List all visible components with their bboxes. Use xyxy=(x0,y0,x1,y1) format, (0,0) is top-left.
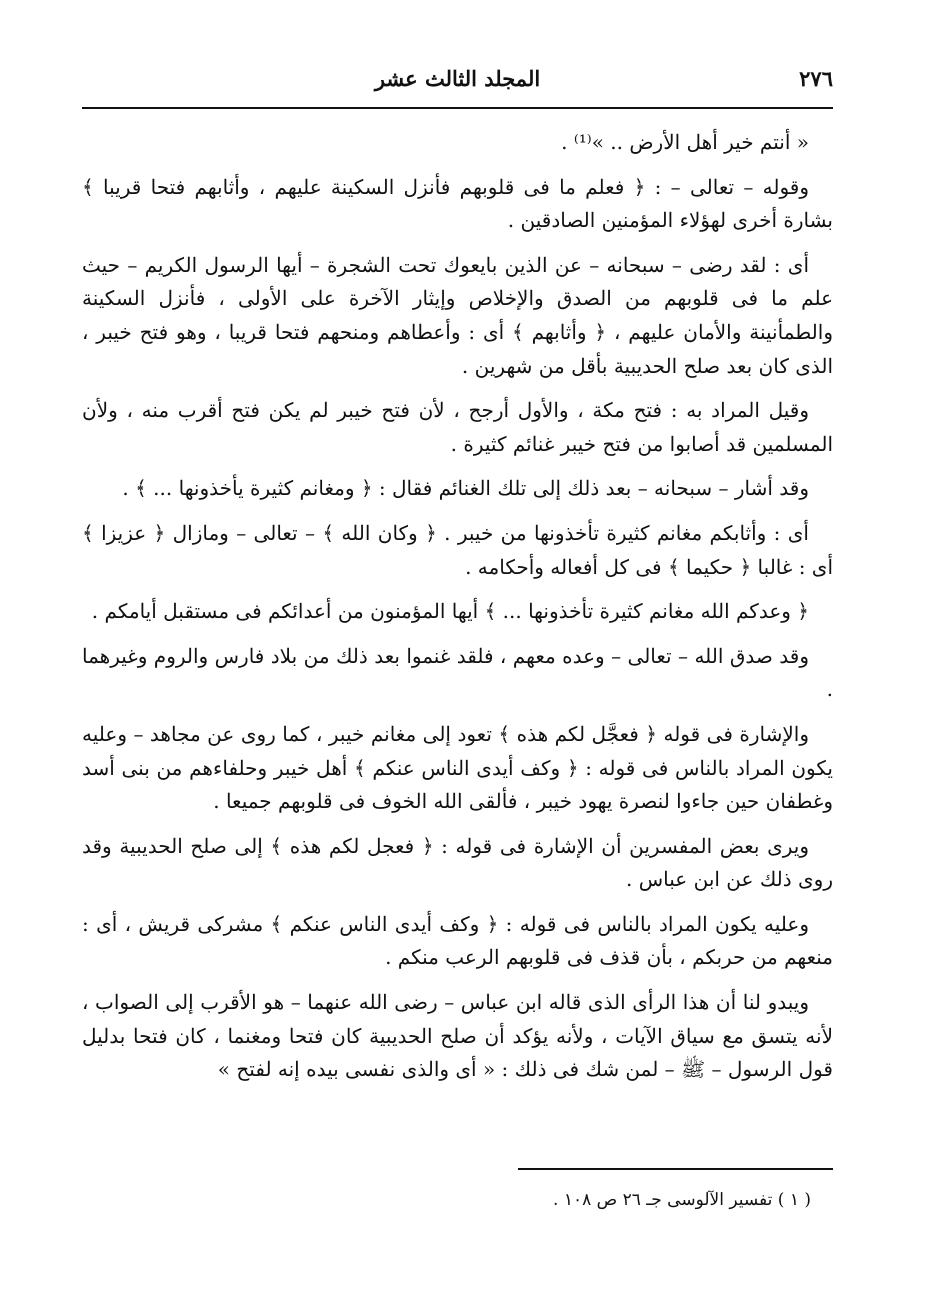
paragraph: أى : لقد رضى – سبحانه – عن الذين بايعوك تحت الشجرة – أيها الرسول الكريم – حيث علم ما فى قلوبهم من الصدق والإخلاص وإيثار الآخرة على الأولى ، فأنزل السكينة والطمأنينة والأمان عليهم ، ﴿ وأثابهم ﴾ أى : وأعطاهم ومنحهم فتحا قريبا ، وهو فتح خيبر ، الذى كان بعد صلح الحديبية بأقل من شهرين . xyxy=(82,252,833,378)
paragraph: وقيل المراد به : فتح مكة ، والأول أرجح ، لأن فتح خيبر لم يكن فتح أقرب منه ، ولأن المسلمين قد أصابوا من فتح خيبر غنائم كثيرة . xyxy=(82,398,833,456)
paragraph: وقد صدق الله – تعالى – وعده معهم ، فلقد غنموا بعد ذلك من بلاد فارس والروم وغيرهما . xyxy=(82,643,833,702)
page-header xyxy=(82,66,833,96)
page-body xyxy=(82,126,833,1098)
paragraph: أى : وأثابكم مغانم كثيرة تأخذونها من خيبر . ﴿ وكان الله ﴾ – تعالى – ومازال ﴿ عزيزا ﴾ أى : غالبا ﴿ حكيما ﴾ فى كل أفعاله وأحكامه . xyxy=(82,520,833,579)
footnote-rule xyxy=(518,1168,833,1170)
paragraph: وعليه يكون المراد بالناس فى قوله : ﴿ وكف أيدى الناس عنكم ﴾ مشركى قريش ، أى : منعهم من حربكم ، بأن قذف فى قلوبهم الرعب منكم . xyxy=(82,911,833,970)
paragraph: والإشارة فى قوله ﴿ فعجَّل لكم هذه ﴾ تعود إلى مغانم خيبر ، كما روى عن مجاهد – وعليه يكون المراد بالناس فى قوله : ﴿ وكف أيدى الناس عنكم ﴾ أهل خيبر وحلفاءهم من بنى أسد وغطفان حين جاءوا لنصرة يهود خيبر ، فألقى الله الخوف فى قلوبهم جميعا . xyxy=(82,721,833,814)
paragraph: وقد أشار – سبحانه – بعد ذلك إلى تلك الغنائم فقال : ﴿ ومغانم كثيرة يأخذونها ... ﴾ . xyxy=(122,476,809,501)
paragraph: ويرى بعض المفسرين أن الإشارة فى قوله : ﴿ فعجل لكم هذه ﴾ إلى صلح الحديبية وقد روى ذلك عن ابن عباس . xyxy=(82,833,833,892)
paragraph: ويبدو لنا أن هذا الرأى الذى قاله ابن عباس – رضى الله عنهما – هو الأقرب إلى الصواب ، لأنه يتسق مع سياق الآيات ، ولأنه يؤكد أن صلح الحديبية كان فتحا ومغنما ، كان فتحا بدليل قول الرسول – ﷺ – لمن شك فى ذلك : « أى والذى نفسى بيده إنه لفتح » xyxy=(82,990,833,1082)
paragraph: ﴿ وعدكم الله مغانم كثيرة تأخذونها ... ﴾ أيها المؤمنون من أعدائكم فى مستقبل أيامكم . xyxy=(91,599,809,624)
paragraph: « أنتم خير أهل الأرض .. »⁽¹⁾ . xyxy=(561,130,809,154)
running-title: المجلد الثالث عشر xyxy=(374,66,541,91)
page-number: ٢٧٦ xyxy=(799,66,833,91)
paragraph: وقوله – تعالى – : ﴿ فعلم ما فى قلوبهم فأنزل السكينة عليهم ، وأثابهم فتحا قريبا ﴾ بشارة أخرى لهؤلاء المؤمنين الصادقين . xyxy=(82,174,833,233)
footnote: ( ١ ) تفسير الآلوسى جـ ٢٦ ص ١٠٨ . xyxy=(553,1190,811,1210)
header-rule xyxy=(82,107,833,109)
